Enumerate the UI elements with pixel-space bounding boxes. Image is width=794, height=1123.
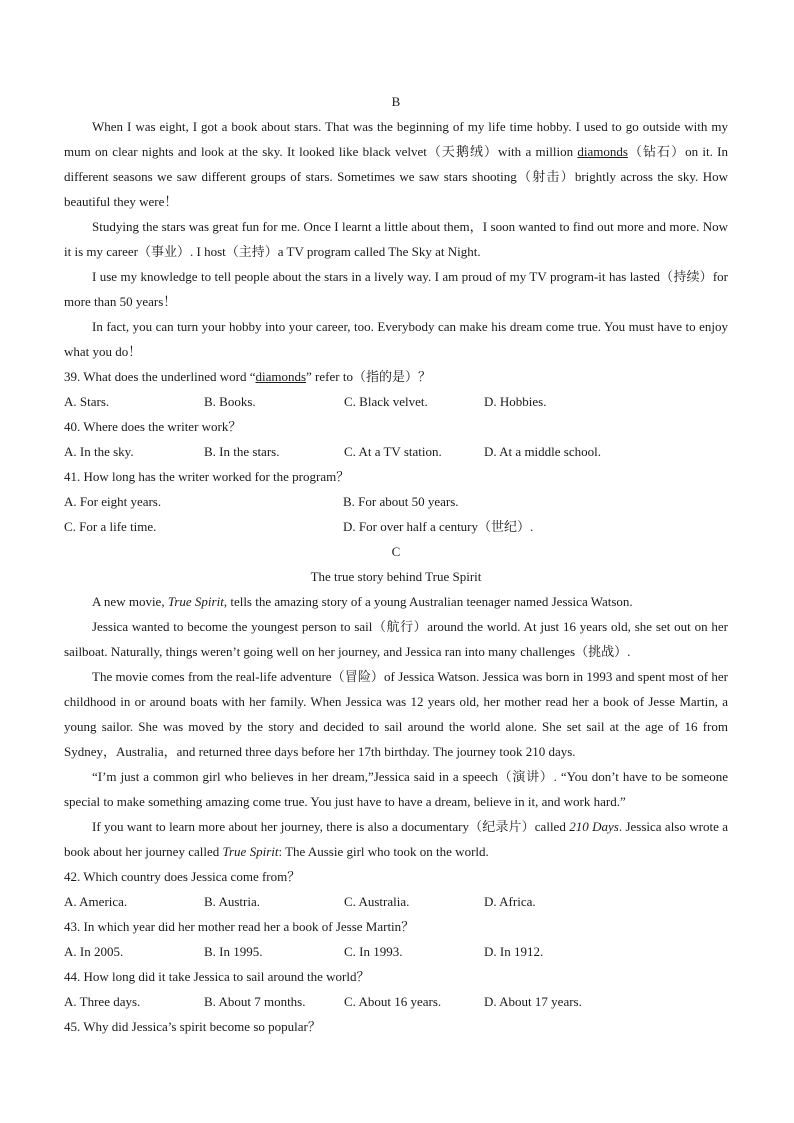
option-c: C. In 1993. bbox=[344, 944, 403, 959]
option-d: D. For over half a century（世纪）. bbox=[343, 519, 534, 534]
option-a: A. America. bbox=[64, 894, 128, 909]
option-b: B. For about 50 years. bbox=[343, 494, 459, 509]
option-c: C. At a TV station. bbox=[344, 444, 442, 459]
option-d: D. About 17 years. bbox=[484, 994, 582, 1009]
option-b: B. Books. bbox=[204, 394, 256, 409]
option-a: A. In 2005. bbox=[64, 944, 124, 959]
text-run: , tells the amazing story of a young Australian teenager named Jessica Watson. bbox=[223, 594, 633, 609]
question-44-options bbox=[64, 989, 728, 1014]
section-c-paragraph-5 bbox=[64, 814, 728, 864]
option-b: B. In 1995. bbox=[204, 944, 263, 959]
text-run: If you want to learn more about her journey, there is also a documentary（纪录片）called bbox=[92, 819, 570, 834]
section-c-letter: C bbox=[391, 544, 401, 559]
underlined-word: diamonds bbox=[255, 369, 307, 384]
section-b-paragraph-4: In fact, you can turn your hobby into your career, too. Everybody can make his dream come true. You must have to enjoy what you do！ bbox=[64, 319, 728, 359]
option-b: B. About 7 months. bbox=[204, 994, 306, 1009]
section-b-paragraph-2: Studying the stars was great fun for me. Once I learnt a little about them，I soon wanted to find out more and more. Now it is my career（事业）. I host（主持）a TV program called The Sky at Night. bbox=[64, 219, 728, 259]
question-39 bbox=[64, 364, 728, 389]
documentary-title: 210 Days bbox=[569, 819, 619, 834]
option-c: C. Australia. bbox=[344, 894, 410, 909]
question-41-options-row-2 bbox=[64, 514, 728, 539]
option-d: D. In 1912. bbox=[484, 944, 544, 959]
option-d: D. Africa. bbox=[484, 894, 536, 909]
text-run: . Jessica also wrote a book about her journey called bbox=[64, 819, 728, 859]
option-b: B. In the stars. bbox=[204, 444, 280, 459]
section-c-paragraph-3: The movie comes from the real-life adventure（冒险）of Jessica Watson. Jessica was born in 1993 and spent most of her childhood in or around boats with her family. When Jessica was 12 years old, her mother read her a book of Jesse Martin, a young sailor. She was moved by the story and decided to sail around the world alone. She set sail at the age of 16 from Sydney，Australia，and returned three days before her 17th birthday. The journey took 210 days. bbox=[64, 669, 728, 759]
section-c-title: The true story behind True Spirit bbox=[310, 569, 482, 584]
option-c: C. Black velvet. bbox=[344, 394, 428, 409]
option-a: A. For eight years. bbox=[64, 494, 162, 509]
question-43: 43. In which year did her mother read her a book of Jesse Martin？ bbox=[64, 919, 415, 934]
section-b-paragraph-3: I use my knowledge to tell people about the stars in a lively way. I am proud of my TV program-it has lasted（持续）for more than 50 years！ bbox=[64, 269, 728, 309]
section-c-paragraph-4: “I’m just a common girl who believes in her dream,”Jessica said in a speech（演讲）. “You don’t have to be someone special to make something amazing come true. You just have to have a dream, believe in it, and work hard.” bbox=[64, 769, 728, 809]
text-run: A new movie, bbox=[92, 594, 168, 609]
question-40: 40. Where does the writer work？ bbox=[64, 419, 242, 434]
text-run: ” refer to（指的是）？ bbox=[306, 369, 431, 384]
option-b: B. Austria. bbox=[204, 894, 260, 909]
section-c-paragraph-1 bbox=[64, 589, 728, 614]
question-45: 45. Why did Jessica’s spirit become so popular？ bbox=[64, 1019, 321, 1034]
text-run: : The Aussie girl who took on the world. bbox=[278, 844, 489, 859]
question-44: 44. How long did it take Jessica to sail around the world？ bbox=[64, 969, 370, 984]
question-42-options bbox=[64, 889, 728, 914]
question-39-options bbox=[64, 389, 728, 414]
question-41-options-row-1 bbox=[64, 489, 728, 514]
text-run: （钻石）on it. In different seasons we saw different groups of stars. Sometimes we saw stars shooting（射击）brightly across the sky. How beautiful they were！ bbox=[64, 144, 728, 209]
option-d: D. Hobbies. bbox=[484, 394, 547, 409]
option-c: C. For a life time. bbox=[64, 519, 157, 534]
question-42: 42. Which country does Jessica come from？ bbox=[64, 869, 301, 884]
option-a: A. In the sky. bbox=[64, 444, 134, 459]
underlined-word-diamonds: diamonds bbox=[577, 144, 628, 159]
question-40-options bbox=[64, 439, 728, 464]
option-d: D. At a middle school. bbox=[484, 444, 601, 459]
text-run: 39. What does the underlined word “ bbox=[64, 369, 256, 384]
option-c: C. About 16 years. bbox=[344, 994, 442, 1009]
option-a: A. Stars. bbox=[64, 394, 110, 409]
book-title: True Spirit bbox=[222, 844, 279, 859]
page-content bbox=[64, 89, 728, 1039]
section-b-letter: B bbox=[391, 94, 401, 109]
movie-title: True Spirit bbox=[167, 594, 224, 609]
question-41: 41. How long has the writer worked for the program？ bbox=[64, 469, 350, 484]
section-c-paragraph-2: Jessica wanted to become the youngest person to sail（航行）around the world. At just 16 years old, she set out on her sailboat. Naturally, things weren’t going well on her journey, and Jessica ran into many challenges（挑战）. bbox=[64, 619, 728, 659]
option-a: A. Three days. bbox=[64, 994, 141, 1009]
text-run: When I was eight, I got a book about stars. That was the beginning of my life time hobby. I used to go outside with my mum on clear nights and look at the sky. It looked like black velvet（天鹅绒）with a million bbox=[64, 119, 728, 159]
section-b-paragraph-1 bbox=[64, 114, 728, 214]
question-43-options bbox=[64, 939, 728, 964]
